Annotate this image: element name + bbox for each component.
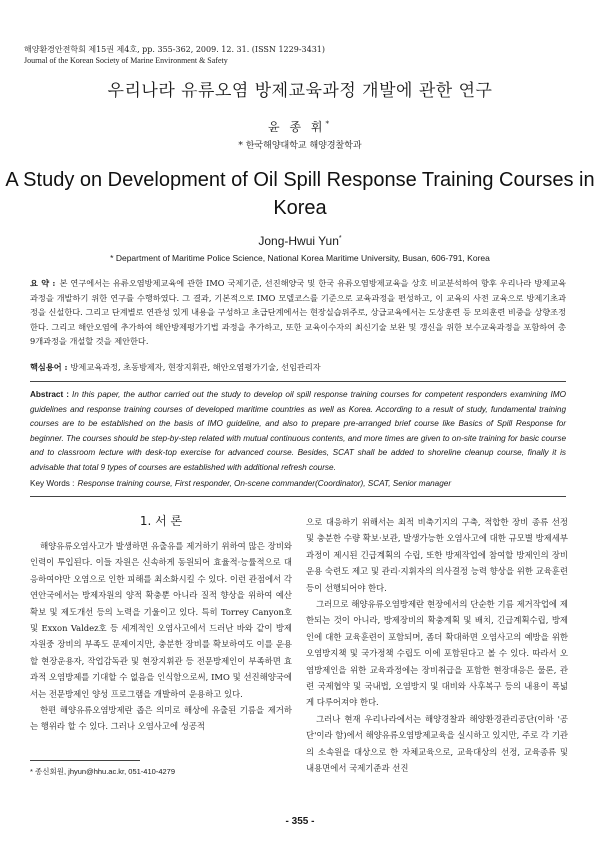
footnote-divider (30, 760, 140, 761)
body-left-column (30, 514, 292, 735)
journal-citation: 해양환경안전학회 제15권 제4호, pp. 355-362, 2009. 12. 31. (ISSN 1229-3431) (24, 45, 325, 54)
korean-abstract-label: 요 약 : (30, 278, 56, 288)
korean-author (0, 118, 600, 135)
english-abstract (30, 388, 566, 476)
english-affiliation: * Department of Maritime Police Science, National Korea Maritime University, Busan, 606-791, Korea (110, 253, 490, 263)
korean-author-name: 윤 종 휘 (268, 120, 326, 134)
korean-author-mark: * (325, 120, 332, 128)
korean-affiliation: * 한국해양대학교 해양경찰학과 (238, 141, 362, 151)
body-paragraph: 그러므로 해양유류오염방제란 현장에서의 단순한 기름 제거작업에 제한되는 것이 아니라, 방제장비의 확충계획 및 배치, 긴급계획수립, 방제인에 대한 교육훈련이 포함되며, 좀더 확대하면 오염사고의 예방을 위한 오염방지책 및 국가정책 수립도 이에 포함된다고 볼 수 있다. 따라서 오염방제인을 위한 교육과정에는 장비취급을 포함한 현장대응은 물론, 관련 국제협약 및 국내법, 오염방지 및 대비와 사후복구 등의 내용이 폭넓게 다루어져야 한다. (306, 599, 568, 708)
korean-keywords-label: 핵심용어 : (30, 362, 68, 372)
keywords-divider (30, 496, 566, 497)
english-abstract-text: In this paper, the author carried out the study to develop oil spill response training courses for competent responders examining IMO guidelines and response training courses of developed maritime countries as well as Korea. According to a result of study, fundamental training courses are to be established on the basis of IMO guideline, and also to prepare pre-arranged brief course like Basics of Spill Response for beginner. The courses should be step-by-step related with mutual continuous contents, and more times are given to on-site training for basic course and to classroom lecture with desk-top exercise for advanced course. Besides, SCAT shall be added to shoreline cleanup course, finally it is advisable that total 9 types of courses are established with additional refresh course. (30, 390, 566, 472)
body-paragraph: 해양유류오염사고가 발생하면 유출유를 제거하기 위하여 많은 장비와 인력이 투입된다. 이들 자원은 신속하게 동원되어 효율적·능률적으로 대응하여야만 오염으로 인한 피해를 최소화시킬 수 있다. 이런 관점에서 각 연안국에서는 방제자원의 양적 확충뿐 아니라 질적 향상을 위하여 예산확보 및 제도개선 등의 노력을 기울이고 있다. 특히 Torrey Canyon호 및 Exxon Valdez호 등 세계적인 오염사고에서 드러난 바와 같이 방제 자원중 장비의 부족도 문제이지만, 충분한 장비를 확보하여도 이를 운용할 현장운용자, 작업감독관 및 현장지휘관 등 전문방제인이 부족하면 효과적 오염방제를 기대할 수 없음을 인식함으로써, IMO 및 선진해양국에서는 전문방제인 양성 프로그램을 개발하여 운용하고 있다. (30, 541, 292, 699)
body-paragraph: 한편 해양유류오염방제란 좁은 의미로 해상에 유출된 기름을 제거하는 행위라 할 수 있다. 그러나 오염사고에 성공적 (30, 705, 292, 732)
footnote: * 종신회원, jhyun@hhu.ac.kr, 051-410-4279 (30, 767, 176, 776)
english-keywords (30, 478, 566, 490)
abstract-divider (30, 381, 566, 382)
body-paragraph: 그러나 현재 우리나라에서는 해양경찰과 해양환경관리공단(이하 '공단'이라 함)에서 해양유류오염방제교육을 실시하고 있지만, 주로 각 기관의 소속원을 대상으로 한 자체교육으로, 교육대상의 선정, 교육종류 및 내용면에서 국제기준과 선진 (306, 713, 568, 774)
english-abstract-label: Abstract : (30, 390, 69, 399)
section-heading: 1. 서 론 (139, 514, 183, 528)
body-right-column (306, 514, 568, 777)
korean-abstract-text: 본 연구에서는 유류오염방제교육에 관한 IMO 국제기준, 선진해양국 및 한국 유류오염방제교육을 상호 비교분석하여 향후 우리나라 방제교육과정을 개발하기 위한 연구를 수행하였다. 그 결과, 기본적으로 IMO 모델코스를 기준으로 교육과정을 편성하고, 이 교육의 사전 교육으로 방제기초과정을 신설한다. 그리고 단계별로 연관성 있게 내용을 구성하고 초급단계에서는 현장실습위주로, 상급교육에서는 도상훈련 등 모의훈련 비중을 상향조정한다. 그리고 해안오염에 추가하여 해안방제평가기법 과정을 추가하고, 또한 교육이수자의 최신기술 보완 및 갱신을 위한 보수교육과정을 포함하여 총 9개과정을 개설할 것을 제안한다. (30, 278, 567, 347)
korean-keywords-text: 방제교육과정, 초동방제자, 현장지휘관, 해안오염평가기술, 선임관리자 (70, 362, 321, 372)
english-title: A Study on Development of Oil Spill Response Training Courses in Korea (5, 169, 595, 219)
english-author (0, 234, 600, 248)
english-author-mark: * (338, 235, 342, 242)
body-paragraph: 으로 대응하기 위해서는 최적 비축기지의 구축, 적합한 장비 종류 선정 및 충분한 수량 확보·보관, 발생가능한 오염사고에 대한 규모별 방제세부과정이 제시된 긴급계획의 수립, 또한 방제작업에 참여할 방제인의 장비운용 숙련도 제고 및 관리·지휘자의 의사결정 능력 향상을 위한 교육훈련 등이 선행되어야 한다. (306, 517, 568, 593)
korean-keywords (30, 361, 566, 373)
english-keywords-label: Key Words : (30, 479, 75, 488)
korean-title: 우리나라 유류오염 방제교육과정 개발에 관한 연구 (107, 81, 493, 101)
journal-english-name: Journal of the Korean Society of Marine Environment & Safety (24, 56, 228, 65)
english-keywords-text: Response training course, First responder, On-scene commander(Coordinator), SCAT, Senior manager (77, 479, 452, 488)
page-number: - 355 - (285, 816, 315, 827)
english-author-name: Jong-Hwui Yun (258, 234, 339, 248)
korean-abstract (30, 276, 566, 349)
